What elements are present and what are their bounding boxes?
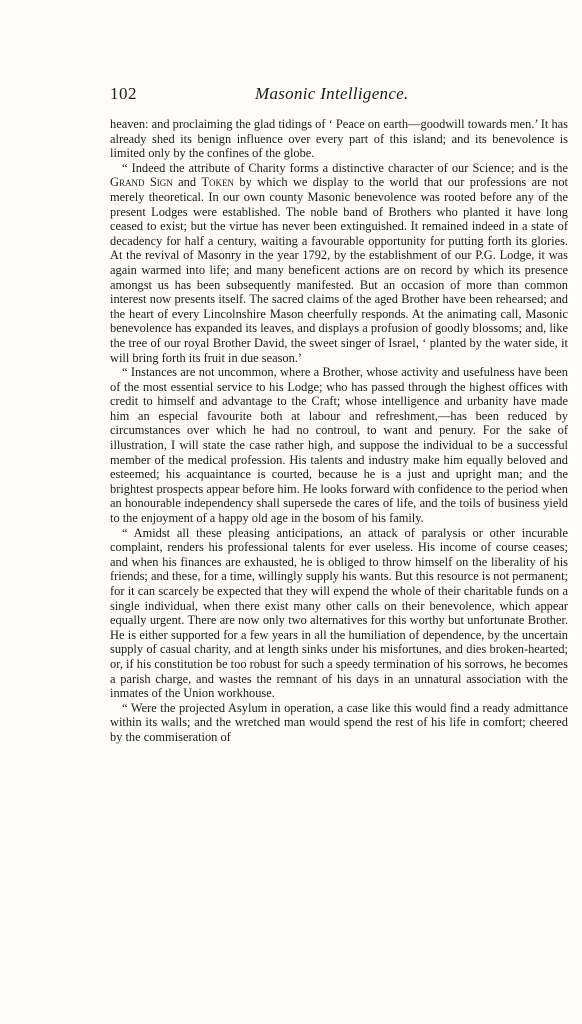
- paragraph: “ Were the projected Asylum in operation, a case like this would find a ready admittance within its walls; and the wretched man would spend the rest of his life in comfort; cheered by the commiseration of: [110, 700, 568, 744]
- paragraph-text: and: [172, 175, 202, 190]
- small-caps-term: Grand: [110, 175, 145, 190]
- paragraph: heaven: and proclaiming the glad tidings of ‘ Peace on earth—goodwill towards men.’ It has already shed its benign influence over every part of this island; and its benevolence is limited only by the confines of the globe.: [110, 117, 568, 161]
- page-number: 102: [110, 84, 137, 103]
- running-title: Masonic Intelligence.: [255, 84, 409, 103]
- page-header: [110, 84, 570, 108]
- small-caps-term: Sign: [149, 175, 173, 190]
- paragraph-text: by which we display to the world that our professions are not merely theoretical. In our own county Masonic benevolence was rooted before any of the present Lodges were established. The noble band of Brothers who planted it have long ceased to exist; but the virtue has never been extinguished. It remained indeed in a state of decadency for half a century, waiting a favourable opportunity for putting forth its glories. At the revival of Masonry in the year 1792, by the establishment of our P.G. Lodge, it was again warmed into life; and many beneficent actions are on record by which its presence amongst us has been subsequently manifested. But an occasion of more than common interest now presents itself. The sacred claims of the aged Brother have been rehearsed; and the heart of every Lincolnshire Mason cheerfully responds. At the animating call, Masonic benevolence has expanded its leaves, and displays a profusion of goodly blossoms; and, like the tree of our royal Brother David, the sweet singer of Israel, ‘ planted by the water side, it will bring forth its fruit in due season.’: [110, 175, 568, 365]
- small-caps-term: Token: [201, 175, 235, 190]
- paragraph-text: “ Indeed the attribute of Charity forms a distinctive character of our Science; and is the: [122, 160, 568, 175]
- paragraph: “ Amidst all these pleasing anticipations, an attack of paralysis or other incurable complaint, renders his professional talents for ever useless. His income of course ceases; and when his finances are exhausted, he is obliged to throw himself on the liberality of his friends; and these, for a time, willingly supply his wants. But this resource is not permanent; for it can scarcely be expected that they will expend the whole of their charitable funds on a single individual, when there exist many other calls on their benevolence, which appear equally urgent. There are now only two alternatives for this worthy but unfortunate Brother. He is either supported for a few years in all the humiliation of dependence, by the uncertain supply of casual charity, and at length sinks under his misfortunes, and dies broken-hearted; or, if his constitution be too robust for such a speedy termination of his sorrows, he becomes a parish charge, and wastes the remnant of his days in an unnatural association with the inmates of the Union workhouse.: [110, 525, 568, 701]
- paragraph: “ Instances are not uncommon, where a Brother, whose activity and usefulness have been of the most essential service to his Lodge; who has passed through the highest offices with credit to himself and advantage to the Craft; whose intelligence and urbanity have made him an especial favourite both at labour and refreshment,—has been reduced by circumstances over which he had no controul, to want and penury. For the sake of illustration, I will state the case rather high, and suppose the individual to be a successful member of the medical profession. His talents and industry make him equally beloved and esteemed; his acquaintance is courted, because he is a just and upright man; and the brightest prospects appear before him. He looks forward with confidence to the period when an honourable independency shall supersede the cares of life, and the toils of business yield to the enjoyment of a happy old age in the bosom of his family.: [110, 365, 568, 526]
- page-body: [110, 117, 568, 745]
- paragraph: [110, 161, 568, 365]
